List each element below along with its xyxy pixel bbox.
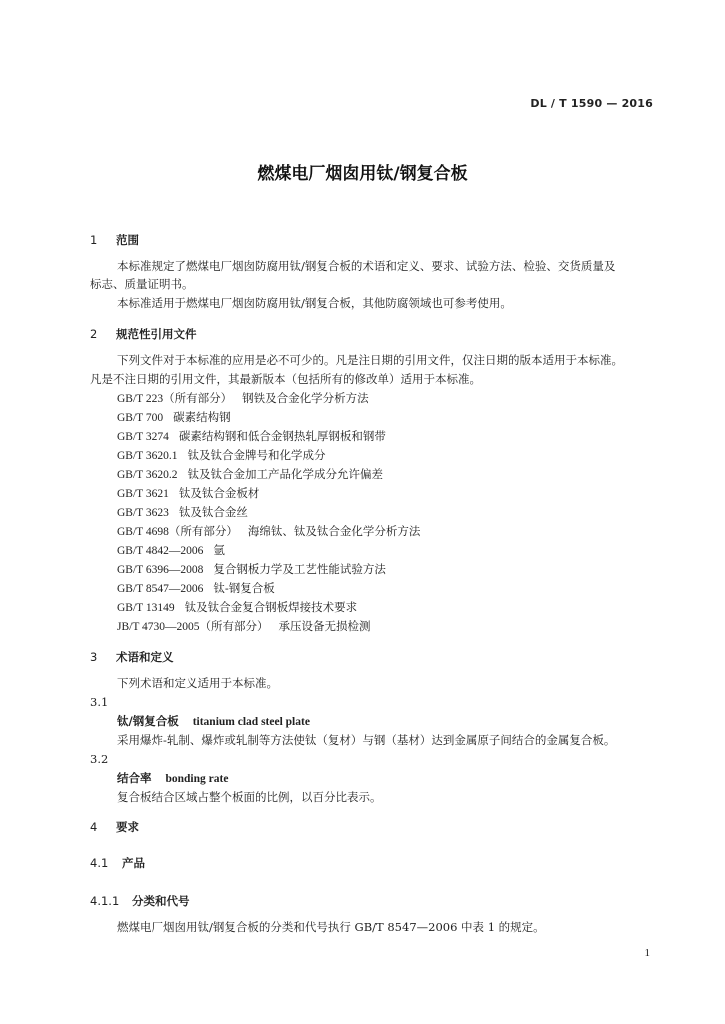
reference-code: GB/T 700 xyxy=(117,412,164,424)
term-english: titanium clad steel plate xyxy=(192,716,310,728)
section-number: 2 xyxy=(90,327,98,341)
paragraph-line: 凡是不注日期的引用文件，其最新版本（包括所有的修改单）适用于本标准。 xyxy=(90,372,481,386)
section-4-heading xyxy=(90,820,139,834)
reference-code: GB/T 3621 xyxy=(117,488,169,500)
reference-item xyxy=(117,448,326,463)
reference-code: GB/T 3620.1 xyxy=(117,450,178,462)
term-heading xyxy=(117,771,228,786)
section-number: 1 xyxy=(90,233,98,247)
section-title: 规范性引用文件 xyxy=(116,327,197,341)
subsection-title: 分类和代号 xyxy=(132,894,190,908)
term-definition: 采用爆炸-轧制、爆炸或轧制等方法使钛（复材）与钢（基材）达到金属原子间结合的金属复合板。 xyxy=(117,733,616,747)
reference-item xyxy=(117,562,386,577)
term-definition: 复合板结合区域占整个板面的比例，以百分比表示。 xyxy=(117,790,382,804)
reference-item xyxy=(117,410,231,425)
section-number: 4 xyxy=(90,820,98,834)
reference-code: GB/T 13149 xyxy=(117,602,175,614)
reference-title: 钢铁及合金化学分析方法 xyxy=(242,391,369,405)
reference-item xyxy=(117,619,371,634)
reference-code: JB/T 4730—2005（所有部分） xyxy=(117,621,269,633)
reference-title: 钛-钢复合板 xyxy=(213,581,275,595)
reference-title: 氩 xyxy=(213,543,225,557)
paragraph-line: 下列文件对于本标准的应用是必不可少的。凡是注日期的引用文件，仅注日期的版本适用于本标准。 xyxy=(117,353,623,367)
section-2-heading xyxy=(90,327,197,341)
reference-code: GB/T 4842—2006 xyxy=(117,545,204,557)
reference-item xyxy=(117,581,275,596)
subsection-title: 产品 xyxy=(122,856,145,870)
section-title: 术语和定义 xyxy=(116,650,174,664)
subsection-4-1-heading xyxy=(90,856,145,870)
reference-title: 钛及钛合金牌号和化学成分 xyxy=(187,448,326,462)
reference-item xyxy=(117,429,386,444)
reference-code: GB/T 4698（所有部分） xyxy=(117,526,238,538)
reference-title: 钛及钛合金复合钢板焊接技术要求 xyxy=(184,600,358,614)
reference-title: 复合钢板力学及工艺性能试验方法 xyxy=(213,562,386,576)
reference-title: 碳素结构钢和低合金钢热轧厚钢板和钢带 xyxy=(178,429,386,443)
paragraph-line: 燃煤电厂烟囱用钛/钢复合板的分类和代号执行 GB/T 8547—2006 中表 1 的规定。 xyxy=(117,920,545,934)
reference-title: 海绵钛、钛及钛合金化学分析方法 xyxy=(247,524,421,538)
reference-title: 钛及钛合金丝 xyxy=(178,505,248,519)
reference-item xyxy=(117,467,383,482)
reference-code: GB/T 3274 xyxy=(117,431,169,443)
reference-code: GB/T 3623 xyxy=(117,507,169,519)
section-3-heading xyxy=(90,650,174,664)
reference-item xyxy=(117,505,248,520)
paragraph-line: 下列术语和定义适用于本标准。 xyxy=(117,676,278,690)
paragraph-line: 本标准适用于燃煤电厂烟囱防腐用钛/钢复合板，其他防腐领域也可参考使用。 xyxy=(117,296,512,310)
reference-code: GB/T 8547—2006 xyxy=(117,583,204,595)
reference-item xyxy=(117,524,420,539)
subsection-number: 4.1.1 xyxy=(90,894,120,908)
reference-code: GB/T 3620.2 xyxy=(117,469,178,481)
term-chinese: 钛/钢复合板 xyxy=(117,714,179,728)
subsection-4-1-1-heading xyxy=(90,894,190,908)
term-chinese: 结合率 xyxy=(117,771,152,785)
reference-item xyxy=(117,600,357,615)
term-number: 3.2 xyxy=(90,752,109,766)
section-number: 3 xyxy=(90,650,98,664)
term-number: 3.1 xyxy=(90,695,109,709)
reference-item xyxy=(117,486,259,501)
reference-code: GB/T 6396—2008 xyxy=(117,564,204,576)
reference-code: GB/T 223（所有部分） xyxy=(117,393,233,405)
section-1-heading xyxy=(90,233,139,247)
standard-code: DL / T 1590 — 2016 xyxy=(530,97,653,110)
subsection-number: 4.1 xyxy=(90,856,109,870)
reference-title: 钛及钛合金加工产品化学成分允许偏差 xyxy=(187,467,383,481)
reference-item xyxy=(117,543,225,558)
section-title: 要求 xyxy=(116,820,139,834)
document-title: 燃煤电厂烟囱用钛/钢复合板 xyxy=(257,164,468,184)
reference-title: 承压设备无损检测 xyxy=(278,619,371,633)
term-english: bonding rate xyxy=(165,773,229,785)
reference-title: 碳素结构钢 xyxy=(173,410,231,424)
reference-item xyxy=(117,391,369,406)
paragraph-line: 标志、质量证明书。 xyxy=(90,277,194,291)
reference-title: 钛及钛合金板材 xyxy=(178,486,260,500)
section-title: 范围 xyxy=(116,233,139,247)
paragraph-line: 本标准规定了燃煤电厂烟囱防腐用钛/钢复合板的术语和定义、要求、试验方法、检验、交货质量及 xyxy=(117,259,616,273)
page-number: 1 xyxy=(644,947,650,959)
term-heading xyxy=(117,714,310,729)
